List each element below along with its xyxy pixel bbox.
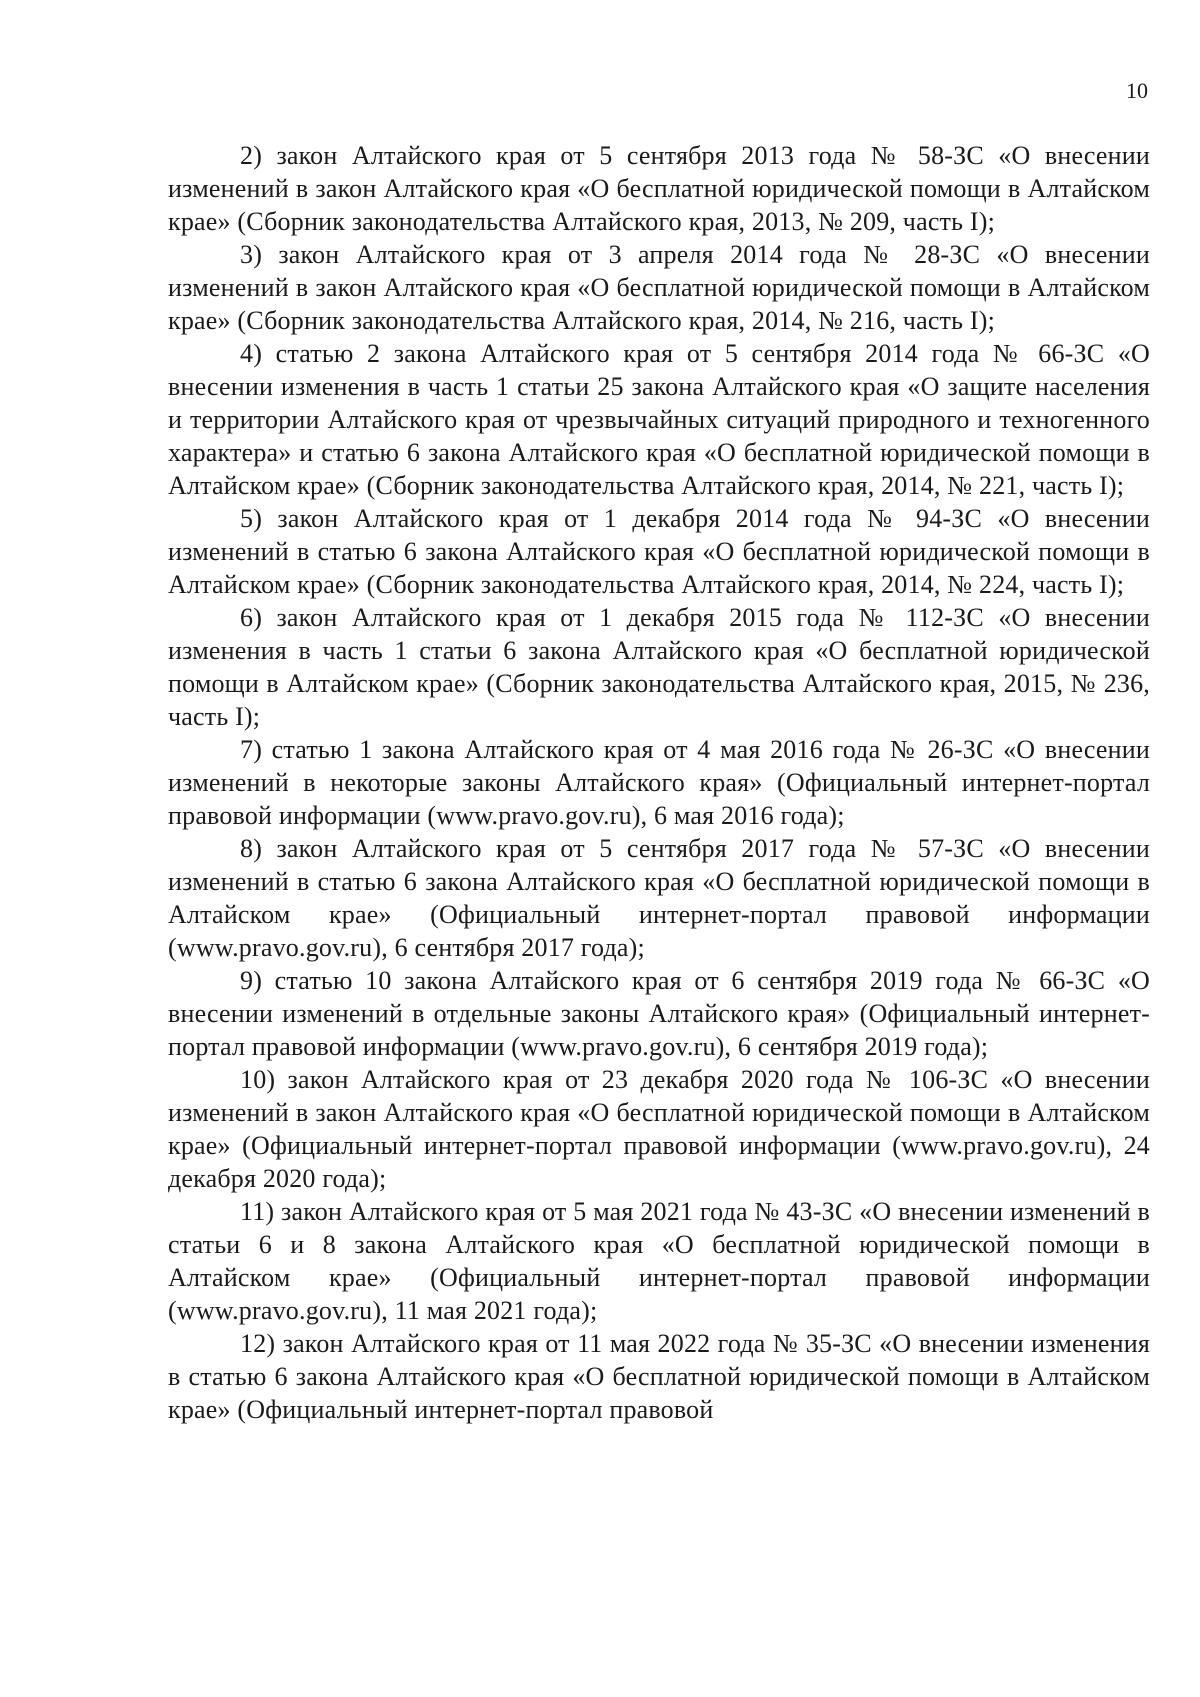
page-number: 10 xyxy=(1126,78,1148,103)
document-body xyxy=(168,139,1150,1426)
list-item-9: 9) статью 10 закона Алтайского края от 6 сентября 2019 года № 66-ЗС «О внесении изменений в отдельные законы Алтайского края» (Официальный интернет-портал правовой информации (www.pravo.gov.ru), 6 сентября 2019 года); xyxy=(168,966,1150,1061)
list-item-6: 6) закон Алтайского края от 1 декабря 2015 года № 112-ЗС «О внесении изменения в часть 1 статьи 6 закона Алтайского края «О бесплатной юридической помощи в Алтайском крае» (Сборник законодательства Алтайского края, 2015, № 236, часть I); xyxy=(168,603,1150,731)
list-item-12: 12) закон Алтайского края от 11 мая 2022 года № 35-ЗС «О внесении изменения в статью 6 закона Алтайского края «О бесплатной юридической помощи в Алтайском крае» (Официальный интернет-портал правовой xyxy=(168,1329,1150,1424)
list-item-5: 5) закон Алтайского края от 1 декабря 2014 года № 94-ЗС «О внесении изменений в статью 6 закона Алтайского края «О бесплатной юридической помощи в Алтайском крае» (Сборник законодательства Алтайского края, 2014, № 224, часть I); xyxy=(168,504,1150,599)
list-item-4: 4) статью 2 закона Алтайского края от 5 сентября 2014 года № 66-ЗС «О внесении изменения в часть 1 статьи 25 закона Алтайского края «О защите населения и территории Алтайского края от чрезвычайных ситуаций природного и техногенного характера» и статью 6 закона Алтайского края «О бесплатной юридической помощи в Алтайском крае» (Сборник законодательства Алтайского края, 2014, № 221, часть I); xyxy=(168,339,1150,500)
list-item-11: 11) закон Алтайского края от 5 мая 2021 года № 43-ЗС «О внесении изменений в статьи 6 и 8 закона Алтайского края «О бесплатной юридической помощи в Алтайском крае» (Официальный интернет-портал правовой информации (www.pravo.gov.ru), 11 мая 2021 года); xyxy=(168,1197,1150,1325)
list-item-8: 8) закон Алтайского края от 5 сентября 2017 года № 57-ЗС «О внесении изменений в статью 6 закона Алтайского края «О бесплатной юридической помощи в Алтайском крае» (Официальный интернет-портал правовой информации (www.pravo.gov.ru), 6 сентября 2017 года); xyxy=(168,834,1150,962)
list-item-10: 10) закон Алтайского края от 23 декабря 2020 года № 106-ЗС «О внесении изменений в закон Алтайского края «О бесплатной юридической помощи в Алтайском крае» (Официальный интернет-портал правовой информации (www.pravo.gov.ru), 24 декабря 2020 года); xyxy=(168,1065,1150,1193)
list-item-7: 7) статью 1 закона Алтайского края от 4 мая 2016 года № 26-ЗС «О внесении изменений в некоторые законы Алтайского края» (Официальный интернет-портал правовой информации (www.pravo.gov.ru), 6 мая 2016 года); xyxy=(168,735,1150,830)
list-item-2: 2) закон Алтайского края от 5 сентября 2013 года № 58-ЗС «О внесении изменений в закон Алтайского края «О бесплатной юридической помощи в Алтайском крае» (Сборник законодательства Алтайского края, 2013, № 209, часть I); xyxy=(168,141,1150,236)
list-item-3: 3) закон Алтайского края от 3 апреля 2014 года № 28-ЗС «О внесении изменений в закон Алтайского края «О бесплатной юридической помощи в Алтайском крае» (Сборник законодательства Алтайского края, 2014, № 216, часть I); xyxy=(168,240,1150,335)
